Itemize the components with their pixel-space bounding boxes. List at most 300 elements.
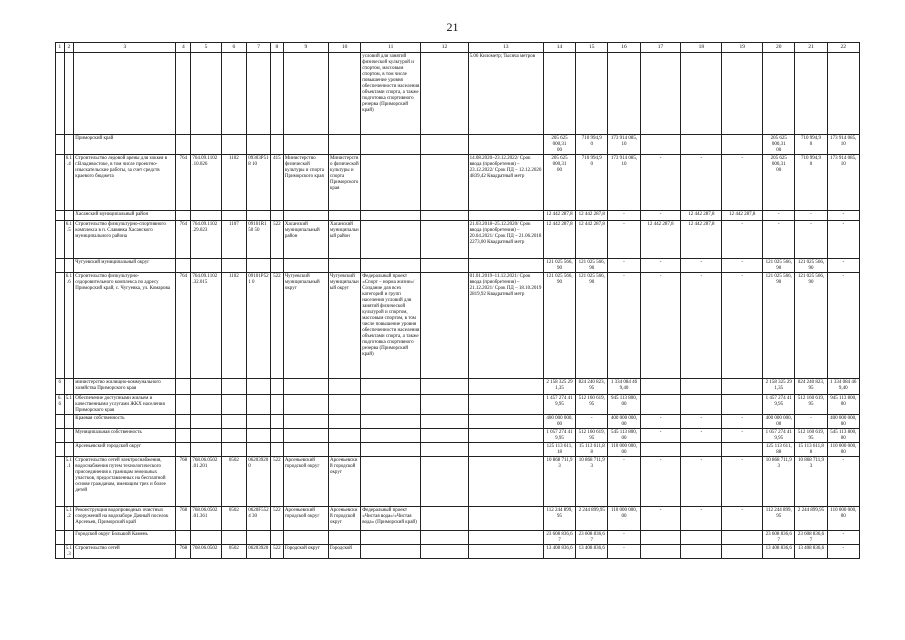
cell-text: 2 244 899,95 bbox=[578, 507, 605, 513]
cell-col-1 bbox=[56, 211, 65, 221]
cell-col-1 bbox=[56, 429, 65, 443]
cell-col-13 bbox=[468, 135, 543, 155]
group-row bbox=[56, 211, 860, 221]
cell-col-17 bbox=[640, 457, 681, 507]
cell-text: - bbox=[842, 273, 845, 279]
cell-col-12 bbox=[421, 211, 468, 221]
cell-subtext: 1,35 bbox=[774, 385, 784, 391]
cell-text: - bbox=[623, 221, 625, 227]
cell-text: 110 000 000, bbox=[830, 507, 857, 513]
cell-text: 824 240 823, bbox=[578, 379, 605, 385]
cell-col-11 bbox=[361, 429, 421, 443]
cell-col-1 bbox=[56, 273, 65, 379]
cell-subtext: 10 bbox=[621, 161, 627, 167]
cell-text: 400 000 000, bbox=[610, 415, 638, 421]
group-row bbox=[56, 531, 860, 545]
cell-text: 12 442 287,8 bbox=[688, 221, 715, 227]
cell-subtext: 95 bbox=[808, 401, 814, 407]
cell-col-4 bbox=[176, 507, 191, 531]
cell-col-19 bbox=[722, 221, 763, 259]
cell-col-18 bbox=[681, 221, 722, 259]
cell-col-16 bbox=[608, 443, 640, 457]
cell-subtext: 00 bbox=[840, 435, 846, 441]
cell-col-22 bbox=[827, 415, 859, 429]
column-header: 9 bbox=[283, 43, 328, 53]
cell-col-15 bbox=[576, 545, 608, 559]
cell-col-11 bbox=[361, 507, 421, 531]
cell-col-1 bbox=[56, 457, 65, 507]
column-header: 20 bbox=[763, 43, 795, 53]
cell-col-20 bbox=[763, 135, 795, 155]
cell-text: - bbox=[623, 531, 625, 537]
cell-text: 23 608 836,6 bbox=[546, 531, 573, 537]
cell-col-16 bbox=[608, 395, 640, 415]
column-header: 8 bbox=[270, 43, 283, 53]
cell-col-7 bbox=[247, 53, 271, 135]
cell-text: 545 113 800, bbox=[830, 429, 857, 435]
column-header: 11 bbox=[361, 43, 421, 53]
cell-text: 522 bbox=[273, 457, 281, 463]
cell-text: Строительство физкультурно-спортивного комплекса в п. Славянка Хасанского муниципального района bbox=[75, 221, 166, 239]
cell-col-20 bbox=[763, 507, 795, 531]
cell-col-11 bbox=[361, 395, 421, 415]
cell-col-1 bbox=[56, 443, 65, 457]
cell-text: 12 442 287,8 bbox=[546, 211, 573, 217]
cell-text: 12 442 287,8 bbox=[688, 211, 715, 217]
cell-col-8 bbox=[270, 531, 283, 545]
cell-col-18 bbox=[681, 545, 722, 559]
cell-col-15 bbox=[576, 457, 608, 507]
cell-col-8 bbox=[270, 53, 283, 135]
cell-col-10 bbox=[328, 273, 360, 379]
cell-text: 10 868 711,9 bbox=[546, 457, 573, 463]
cell-text: 522 bbox=[273, 221, 281, 227]
cell-col-13 bbox=[468, 53, 543, 135]
cell-col-16 bbox=[608, 457, 640, 507]
cell-col-8 bbox=[270, 545, 283, 559]
cell-col-5 bbox=[191, 379, 221, 395]
cell-col-21 bbox=[795, 155, 827, 211]
cell-text: 09101R150 50 bbox=[248, 221, 267, 233]
cell-text: 12 442 287,8 bbox=[546, 221, 573, 227]
cell-col-22 bbox=[827, 443, 859, 457]
cell-col-11 bbox=[361, 221, 421, 259]
cell-col-9 bbox=[283, 155, 328, 211]
cell-text: - bbox=[700, 507, 703, 513]
cell-col-3 bbox=[74, 155, 176, 211]
cell-col-15 bbox=[576, 415, 608, 429]
cell-text: 0502 bbox=[228, 457, 239, 463]
cell-col-2 bbox=[64, 379, 74, 395]
cell-col-10 bbox=[328, 395, 360, 415]
cell-subtext: 00 bbox=[557, 167, 563, 173]
cell-text: 13 408 836,6 bbox=[797, 545, 825, 551]
cell-text: - bbox=[700, 457, 703, 463]
cell-col-21 bbox=[795, 273, 827, 379]
cell-col-20 bbox=[763, 221, 795, 259]
cell-text: 13 408 836,6 bbox=[578, 545, 605, 551]
cell-col-22 bbox=[827, 155, 859, 211]
column-header: 3 bbox=[74, 43, 176, 53]
cell-col-22 bbox=[827, 429, 859, 443]
cell-text: 415 bbox=[273, 155, 281, 161]
cell-col-10 bbox=[328, 531, 360, 545]
cell-col-18 bbox=[681, 155, 722, 211]
cell-col-19 bbox=[722, 273, 763, 379]
cell-col-16 bbox=[608, 507, 640, 531]
cell-text: Городской округ Большой Камень bbox=[75, 531, 148, 537]
cell-col-15 bbox=[576, 429, 608, 443]
cell-col-20 bbox=[763, 273, 795, 379]
cell-col-17 bbox=[640, 531, 681, 545]
cell-col-14 bbox=[543, 53, 575, 135]
cell-text: - bbox=[659, 429, 662, 435]
cell-text: 5.1.1 bbox=[65, 457, 73, 469]
cell-subtext: 95 bbox=[589, 385, 595, 391]
cell-text: 23 608 836,6 bbox=[797, 531, 825, 537]
cell-col-2 bbox=[64, 211, 74, 221]
cell-col-20 bbox=[763, 457, 795, 507]
cell-col-15 bbox=[576, 507, 608, 531]
cell-col-2 bbox=[64, 221, 74, 259]
cell-col-19 bbox=[722, 155, 763, 211]
cell-text: - bbox=[741, 429, 744, 435]
cell-text: 121 025 566, bbox=[797, 273, 825, 279]
cell-text: - bbox=[700, 259, 703, 265]
cell-col-19 bbox=[722, 259, 763, 273]
cell-col-6 bbox=[221, 135, 247, 155]
cell-col-11 bbox=[361, 211, 421, 221]
cell-col-6 bbox=[221, 155, 247, 211]
cell-col-4 bbox=[176, 211, 191, 221]
cell-col-5 bbox=[191, 457, 221, 507]
cell-col-1 bbox=[56, 259, 65, 273]
cell-col-6 bbox=[221, 259, 247, 273]
cell-subtext: 00 bbox=[840, 421, 846, 427]
cell-col-19 bbox=[722, 395, 763, 415]
cell-text: министерство жилищно-коммунального хозяйства Приморского края bbox=[75, 379, 161, 391]
cell-col-13 bbox=[468, 531, 543, 545]
cell-col-12 bbox=[421, 155, 468, 211]
cell-text: Городской bbox=[329, 545, 352, 551]
cell-text: 205 625 000,31 bbox=[770, 135, 787, 147]
cell-col-12 bbox=[421, 415, 468, 429]
cell-col-6 bbox=[221, 53, 247, 135]
cell-text: - bbox=[700, 155, 703, 161]
cell-col-9 bbox=[283, 211, 328, 221]
page-number: 21 bbox=[446, 20, 459, 34]
cell-subtext: 1,35 bbox=[555, 385, 564, 391]
cell-subtext: 3 bbox=[777, 463, 780, 469]
cell-text: - bbox=[659, 457, 662, 463]
cell-col-6 bbox=[221, 415, 247, 429]
cell-col-7 bbox=[247, 443, 271, 457]
cell-col-21 bbox=[795, 395, 827, 415]
cell-text: - bbox=[700, 429, 703, 435]
cell-col-4 bbox=[176, 443, 191, 457]
cell-subtext: 00 bbox=[621, 401, 627, 407]
cell-col-14 bbox=[543, 443, 575, 457]
cell-col-11 bbox=[361, 545, 421, 559]
cell-col-14 bbox=[543, 395, 575, 415]
cell-col-21 bbox=[795, 379, 827, 395]
cell-col-11 bbox=[361, 415, 421, 429]
cell-col-3 bbox=[74, 457, 176, 507]
cell-subtext: 90 bbox=[589, 279, 595, 285]
cell-col-3 bbox=[74, 395, 176, 415]
cell-text: - bbox=[741, 221, 744, 227]
cell-col-4 bbox=[176, 259, 191, 273]
cell-col-12 bbox=[421, 507, 468, 531]
cell-col-7 bbox=[247, 531, 271, 545]
cell-text: 824 240 823, bbox=[797, 379, 825, 385]
cell-col-16 bbox=[608, 211, 640, 221]
cell-col-13 bbox=[468, 395, 543, 415]
cell-text: 06203920 0 bbox=[248, 457, 269, 469]
cell-col-5 bbox=[191, 429, 221, 443]
cell-col-13 bbox=[468, 415, 543, 429]
cell-text: Арсеньевский городской округ bbox=[329, 457, 358, 475]
cell-subtext: 0 bbox=[590, 161, 593, 167]
cell-col-13 bbox=[468, 443, 543, 457]
cell-text: 205 625 000,31 bbox=[770, 155, 787, 167]
cell-text: 10 868 711,9 bbox=[797, 457, 825, 463]
cell-col-4 bbox=[176, 545, 191, 559]
column-header: 17 bbox=[640, 43, 681, 53]
cell-col-17 bbox=[640, 415, 681, 429]
cell-text: Строительство ледовой арены для хоккея в г.Владивостоке, в том числе проектно-изыскательские работы, за счет средств краевого бюджета bbox=[75, 155, 168, 179]
cell-text: 205 625 000,31 bbox=[551, 155, 568, 167]
cell-col-7 bbox=[247, 135, 271, 155]
cell-col-2 bbox=[64, 531, 74, 545]
cell-text: 121 025 566, bbox=[765, 273, 792, 279]
cell-text: 522 bbox=[273, 273, 281, 279]
cell-text: Арсеньевский городской округ bbox=[284, 457, 320, 469]
cell-col-3 bbox=[74, 135, 176, 155]
cell-col-16 bbox=[608, 259, 640, 273]
cell-col-14 bbox=[543, 507, 575, 531]
cell-subtext: 0 bbox=[809, 141, 813, 147]
cell-text: 768.06.0502 bbox=[192, 545, 218, 551]
column-header: 1 bbox=[56, 43, 65, 53]
group-row bbox=[56, 415, 860, 429]
cell-col-2 bbox=[64, 507, 74, 531]
cell-text: 5.1.3 bbox=[65, 545, 73, 557]
cell-col-1 bbox=[56, 221, 65, 259]
cell-subtext: 95 bbox=[589, 435, 595, 441]
cell-col-10 bbox=[328, 379, 360, 395]
cell-subtext: 9,95 bbox=[774, 435, 784, 441]
cell-subtext: 00 bbox=[776, 147, 782, 153]
cell-col-9 bbox=[283, 443, 328, 457]
cell-subtext: 00 bbox=[621, 513, 627, 519]
cell-col-11 bbox=[361, 155, 421, 211]
cell-col-1 bbox=[56, 53, 65, 135]
cell-col-6 bbox=[221, 379, 247, 395]
cell-col-22 bbox=[827, 531, 859, 545]
column-header: 2 bbox=[64, 43, 74, 53]
cell-col-17 bbox=[640, 259, 681, 273]
column-header: 5 bbox=[191, 43, 221, 53]
cell-col-13 bbox=[468, 545, 543, 559]
cell-text: - bbox=[810, 211, 812, 217]
cell-col-5 bbox=[191, 135, 221, 155]
cell-col-15 bbox=[576, 395, 608, 415]
cell-text: 173 914 085, bbox=[830, 135, 857, 141]
cell-text: Федеральный проект «Спорт – норма жизни»/Создание для всех категорий и групп населения условий для занятий физической культурой и спортом, массовым спортом, в том числе повышение уровня обеспеченности населения объектами спорта, а также подготовка спортивного резерва (Приморский край) bbox=[362, 273, 420, 357]
cell-text: - bbox=[623, 457, 625, 463]
cell-col-20 bbox=[763, 415, 795, 429]
cell-text: 14.08.2020–23.12.2022/ Срок ввода (приобретения) – 23.12.2022/ Срок ПД – 12.12.2020 4839,42 Квадратный метр bbox=[469, 155, 542, 179]
cell-col-12 bbox=[421, 457, 468, 507]
cell-col-5 bbox=[191, 545, 221, 559]
cell-text: 15 113 611,8 bbox=[798, 443, 824, 449]
cell-text: 768 bbox=[179, 545, 188, 551]
cell-text: Хасанский муниципальный район bbox=[75, 211, 149, 217]
cell-text: 5.1 bbox=[65, 395, 73, 401]
cell-col-17 bbox=[640, 135, 681, 155]
group-row bbox=[56, 135, 860, 155]
cell-col-2 bbox=[64, 545, 74, 559]
column-header: 4 bbox=[176, 43, 191, 53]
cell-col-7 bbox=[247, 273, 271, 379]
cell-subtext: 0 bbox=[590, 141, 593, 147]
cell-text: 2 158 325 29 bbox=[765, 379, 792, 385]
cell-text: 945 113 800, bbox=[830, 395, 857, 401]
cell-text: - bbox=[777, 211, 780, 217]
item-row bbox=[56, 221, 860, 259]
cell-text: 121 025 566, bbox=[546, 273, 573, 279]
cell-col-2 bbox=[64, 415, 74, 429]
cell-text: условий для занятий физической культурой и спортом, массовым спортом, в том числе повышение уровня обеспеченности населения объектами спорта, а также подготовка спортивного резерва (Приморский край) bbox=[362, 53, 420, 113]
cell-col-22 bbox=[827, 211, 859, 221]
cell-subtext: 95 bbox=[776, 513, 782, 519]
cell-col-6 bbox=[221, 443, 247, 457]
cell-col-2 bbox=[64, 429, 74, 443]
cell-col-5 bbox=[191, 443, 221, 457]
cell-subtext: 95 bbox=[808, 385, 814, 391]
cell-text: Арсеньевский городской округ bbox=[75, 443, 142, 449]
cell-col-7 bbox=[247, 211, 271, 221]
cell-subtext: 7 bbox=[809, 537, 813, 543]
cell-text: 01.01.2019–11.12.2021/ Срок ввода (приобретения) – 21.12.2021/ Срок ПД – 18.10.2019 2819,92 Квадратный метр bbox=[469, 273, 542, 297]
cell-text: 512 160 619, bbox=[578, 395, 605, 401]
cell-text: 512 160 619, bbox=[578, 429, 605, 435]
cell-col-4 bbox=[176, 53, 191, 135]
cell-col-19 bbox=[722, 135, 763, 155]
cell-text: 0502 bbox=[228, 507, 239, 513]
cell-col-15 bbox=[576, 443, 608, 457]
cell-text: 23 608 836,6 bbox=[765, 531, 792, 537]
cell-text: - bbox=[810, 415, 812, 421]
cell-col-21 bbox=[795, 221, 827, 259]
cell-col-14 bbox=[543, 429, 575, 443]
cell-text: 2 158 325 29 bbox=[546, 379, 573, 385]
item-row bbox=[56, 545, 860, 559]
cell-text: - bbox=[700, 273, 703, 279]
cell-col-9 bbox=[283, 259, 328, 273]
cell-col-20 bbox=[763, 443, 795, 457]
cell-col-2 bbox=[64, 273, 74, 379]
cell-text: 12 442 287,8 bbox=[647, 221, 674, 227]
cell-col-8 bbox=[270, 221, 283, 259]
cell-text: 12 442 287,8 bbox=[578, 211, 605, 217]
cell-col-13 bbox=[468, 457, 543, 507]
cell-col-17 bbox=[640, 443, 681, 457]
item-row bbox=[56, 155, 860, 211]
cell-col-17 bbox=[640, 53, 681, 135]
group-row bbox=[56, 395, 860, 415]
cell-col-4 bbox=[176, 531, 191, 545]
cell-text: 110 000 000, bbox=[830, 443, 857, 449]
cell-subtext: 9,95 bbox=[555, 435, 564, 441]
cell-col-5 bbox=[191, 415, 221, 429]
cell-col-3 bbox=[74, 211, 176, 221]
cell-subtext: 90 bbox=[557, 265, 563, 271]
column-header: 18 bbox=[681, 43, 722, 53]
column-header: 19 bbox=[722, 43, 763, 53]
cell-text: 110 000 000, bbox=[610, 443, 638, 449]
cell-col-7 bbox=[247, 415, 271, 429]
cell-text: - bbox=[659, 211, 662, 217]
cell-col-9 bbox=[283, 135, 328, 155]
cell-text: 06203920 bbox=[248, 545, 269, 551]
cell-col-20 bbox=[763, 211, 795, 221]
cell-col-3 bbox=[74, 379, 176, 395]
cell-col-12 bbox=[421, 221, 468, 259]
cell-col-3 bbox=[74, 415, 176, 429]
cell-col-19 bbox=[722, 531, 763, 545]
item-row bbox=[56, 273, 860, 379]
cell-col-18 bbox=[681, 457, 722, 507]
group-row bbox=[56, 429, 860, 443]
cell-col-1 bbox=[56, 531, 65, 545]
cell-col-20 bbox=[763, 545, 795, 559]
cell-col-10 bbox=[328, 155, 360, 211]
cell-text: 768 bbox=[179, 457, 188, 463]
cell-col-18 bbox=[681, 531, 722, 545]
cell-text: - bbox=[777, 221, 780, 227]
cell-col-5 bbox=[191, 155, 221, 211]
cell-col-15 bbox=[576, 259, 608, 273]
cell-text: Реконструкция водопроводных очистных сооружений на водозаборе Дачный поселок Арсеньев, Приморский край bbox=[75, 507, 169, 525]
cell-col-16 bbox=[608, 273, 640, 379]
cell-subtext: 90 bbox=[776, 265, 782, 271]
cell-subtext: 95 bbox=[589, 401, 595, 407]
cell-col-6 bbox=[221, 395, 247, 415]
cell-col-18 bbox=[681, 379, 722, 395]
cell-text: Хасанский муниципальный район bbox=[284, 221, 320, 239]
item-row bbox=[56, 457, 860, 507]
cell-col-9 bbox=[283, 221, 328, 259]
cell-col-2 bbox=[64, 259, 74, 273]
cell-text: 10 868 711,9 bbox=[578, 457, 605, 463]
cell-text: 10 868 711,9 bbox=[765, 457, 792, 463]
cell-col-17 bbox=[640, 379, 681, 395]
cell-col-12 bbox=[421, 259, 468, 273]
cell-text: 400 000 000, bbox=[830, 415, 857, 421]
cell-text: 112 244 899, bbox=[765, 507, 792, 513]
cell-col-1 bbox=[56, 379, 65, 395]
cell-col-2 bbox=[64, 457, 74, 507]
cell-text: 205 625 000,31 bbox=[551, 135, 568, 147]
cell-col-20 bbox=[763, 155, 795, 211]
cell-col-17 bbox=[640, 507, 681, 531]
cell-col-16 bbox=[608, 53, 640, 135]
cell-col-5 bbox=[191, 273, 221, 379]
cell-text: 710 994,9 bbox=[800, 135, 821, 141]
cell-subtext: 95 bbox=[808, 435, 814, 441]
